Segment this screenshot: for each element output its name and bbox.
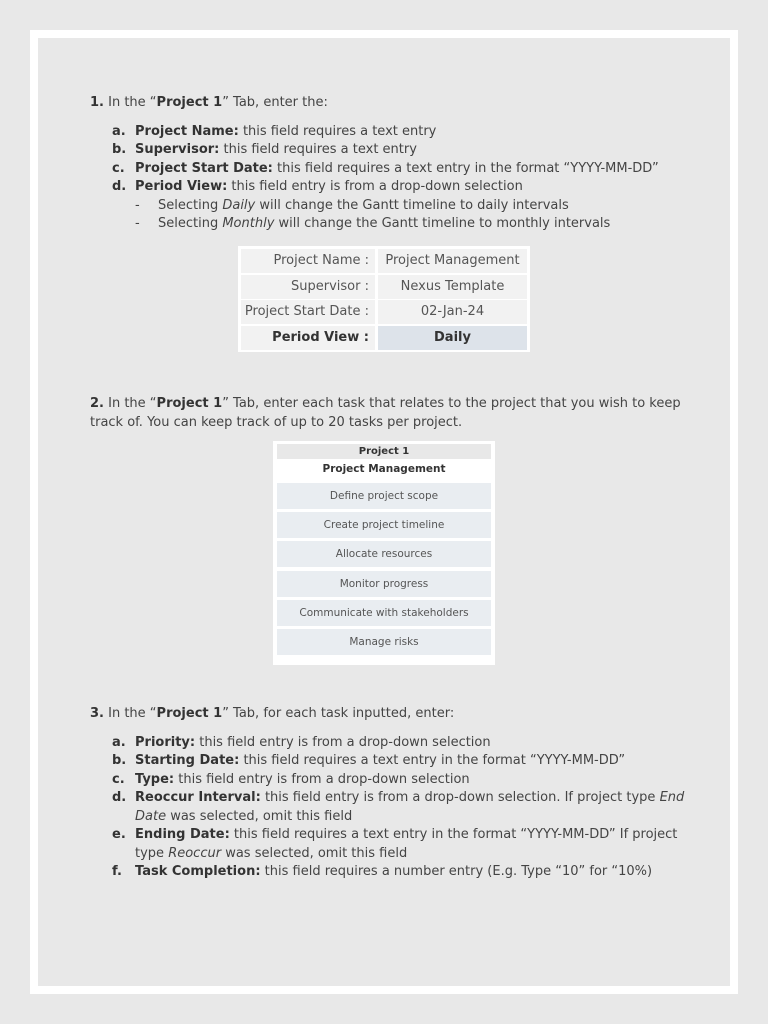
intro-text-pre: In the “ bbox=[108, 706, 157, 721]
field-term: Priority: bbox=[135, 734, 196, 750]
field-term: Task Completion: bbox=[135, 864, 261, 879]
field-desc: this field requires a text entry in the format “YYYY-MM-DD” bbox=[272, 160, 659, 176]
field-desc-post: was selected, omit this field bbox=[221, 845, 408, 861]
task-row: Define project scope bbox=[277, 483, 491, 509]
section-3 bbox=[90, 705, 690, 882]
info-row-supervisor bbox=[241, 275, 527, 299]
field-term: Type: bbox=[135, 771, 175, 787]
info-row-start-date bbox=[241, 300, 527, 324]
section-1-list bbox=[90, 123, 690, 197]
field-desc-em: End Date bbox=[135, 790, 685, 824]
task-table-header: Project 1 bbox=[277, 444, 491, 459]
task-table bbox=[273, 441, 495, 665]
task-row: Manage risks bbox=[277, 629, 491, 655]
tab-name: Project 1 bbox=[156, 706, 223, 721]
field-desc: this field requires a text entry in the format “YYYY-MM-DD” bbox=[239, 753, 626, 768]
field-desc-pre: this field requires a text entry in the format “YYYY-MM-DD” If project type bbox=[135, 827, 678, 861]
intro-text-post: ” Tab, for each task inputted, enter: bbox=[222, 706, 455, 721]
list-letter: b. bbox=[112, 753, 127, 768]
period-view-sublist bbox=[90, 197, 690, 234]
field-desc: this field requires a text entry bbox=[238, 123, 437, 139]
info-label: Project Start Date : bbox=[241, 300, 375, 324]
task-table-subheader: Project Management bbox=[322, 463, 446, 475]
project-info-table bbox=[238, 246, 530, 352]
list-letter: e. bbox=[112, 827, 126, 842]
section-number: 2. bbox=[90, 396, 104, 411]
field-term: Period View: bbox=[135, 179, 228, 194]
info-label: Period View : bbox=[241, 326, 375, 350]
field-term: Supervisor: bbox=[135, 142, 220, 157]
sub-text-em: Monthly bbox=[222, 216, 275, 231]
list-item bbox=[90, 752, 690, 771]
field-desc: this field requires a number entry (E.g. Type “10” for “10%) bbox=[260, 864, 653, 879]
sub-text-pre: Selecting bbox=[158, 197, 223, 213]
field-desc: this field entry is from a drop-down selection bbox=[195, 734, 491, 750]
section-1-intro bbox=[90, 94, 690, 113]
intro-text-post: ” Tab, enter each task that relates to the project that you wish to keep track of. You can keep track of up to 20 tasks per project. bbox=[90, 396, 681, 430]
field-desc-post: was selected, omit this field bbox=[166, 808, 353, 824]
info-label: Supervisor : bbox=[241, 275, 375, 299]
info-row-project-name bbox=[241, 249, 527, 273]
list-letter: a. bbox=[112, 123, 126, 139]
info-value: Daily bbox=[378, 326, 527, 350]
section-2 bbox=[90, 395, 690, 432]
task-row: Allocate resources bbox=[277, 541, 491, 567]
info-label: Project Name : bbox=[241, 249, 375, 273]
list-letter: d. bbox=[112, 790, 127, 805]
intro-text-post: ” Tab, enter the: bbox=[222, 95, 328, 110]
section-1 bbox=[90, 94, 690, 234]
tab-name: Project 1 bbox=[156, 396, 223, 411]
list-item bbox=[90, 734, 690, 753]
task-row: Create project timeline bbox=[277, 512, 491, 538]
dash-bullet: - bbox=[135, 197, 140, 213]
list-letter: f. bbox=[112, 864, 122, 879]
info-value: 02-Jan-24 bbox=[378, 300, 527, 324]
field-term: Project Start Date: bbox=[135, 160, 273, 176]
section-3-intro bbox=[90, 705, 690, 724]
list-item bbox=[90, 123, 690, 142]
list-letter: c. bbox=[112, 160, 125, 176]
intro-text-pre: In the “ bbox=[108, 95, 157, 110]
field-desc-em: Reoccur bbox=[168, 845, 222, 861]
field-term: Project Name: bbox=[135, 123, 239, 139]
sub-text-post: will change the Gantt timeline to monthly intervals bbox=[274, 216, 611, 231]
list-item bbox=[90, 863, 690, 882]
field-term: Ending Date: bbox=[135, 827, 230, 842]
info-value: Project Management bbox=[378, 249, 527, 273]
sublist-item bbox=[90, 215, 690, 234]
list-letter: c. bbox=[112, 771, 125, 787]
intro-text-pre: In the “ bbox=[108, 396, 157, 411]
info-row-period-view bbox=[241, 326, 527, 350]
list-item bbox=[90, 160, 690, 179]
sub-text-em: Daily bbox=[222, 197, 256, 213]
field-term: Reoccur Interval: bbox=[135, 790, 261, 805]
list-item bbox=[90, 826, 690, 863]
field-desc: this field requires a text entry bbox=[219, 142, 417, 157]
tab-name: Project 1 bbox=[156, 95, 223, 110]
task-row: Communicate with stakeholders bbox=[277, 600, 491, 626]
field-desc: this field entry is from a drop-down selection bbox=[227, 179, 523, 194]
section-3-list bbox=[90, 734, 690, 882]
sub-text-pre: Selecting bbox=[158, 216, 223, 231]
list-letter: a. bbox=[112, 734, 126, 750]
field-desc: this field entry is from a drop-down selection bbox=[174, 771, 470, 787]
list-item bbox=[90, 141, 690, 160]
section-number: 3. bbox=[90, 706, 104, 721]
section-number: 1. bbox=[90, 95, 104, 110]
task-row: Monitor progress bbox=[277, 571, 491, 597]
list-letter: b. bbox=[112, 142, 127, 157]
list-item bbox=[90, 771, 690, 790]
field-desc-pre: this field entry is from a drop-down selection. If project type bbox=[260, 790, 660, 805]
section-2-intro bbox=[90, 395, 690, 432]
dash-bullet: - bbox=[135, 216, 140, 231]
list-item bbox=[90, 178, 690, 197]
field-term: Starting Date: bbox=[135, 753, 240, 768]
sublist-item bbox=[90, 197, 690, 216]
list-item bbox=[90, 789, 690, 826]
info-value: Nexus Template bbox=[378, 275, 527, 299]
sub-text-post: will change the Gantt timeline to daily intervals bbox=[255, 197, 569, 213]
list-letter: d. bbox=[112, 179, 127, 194]
